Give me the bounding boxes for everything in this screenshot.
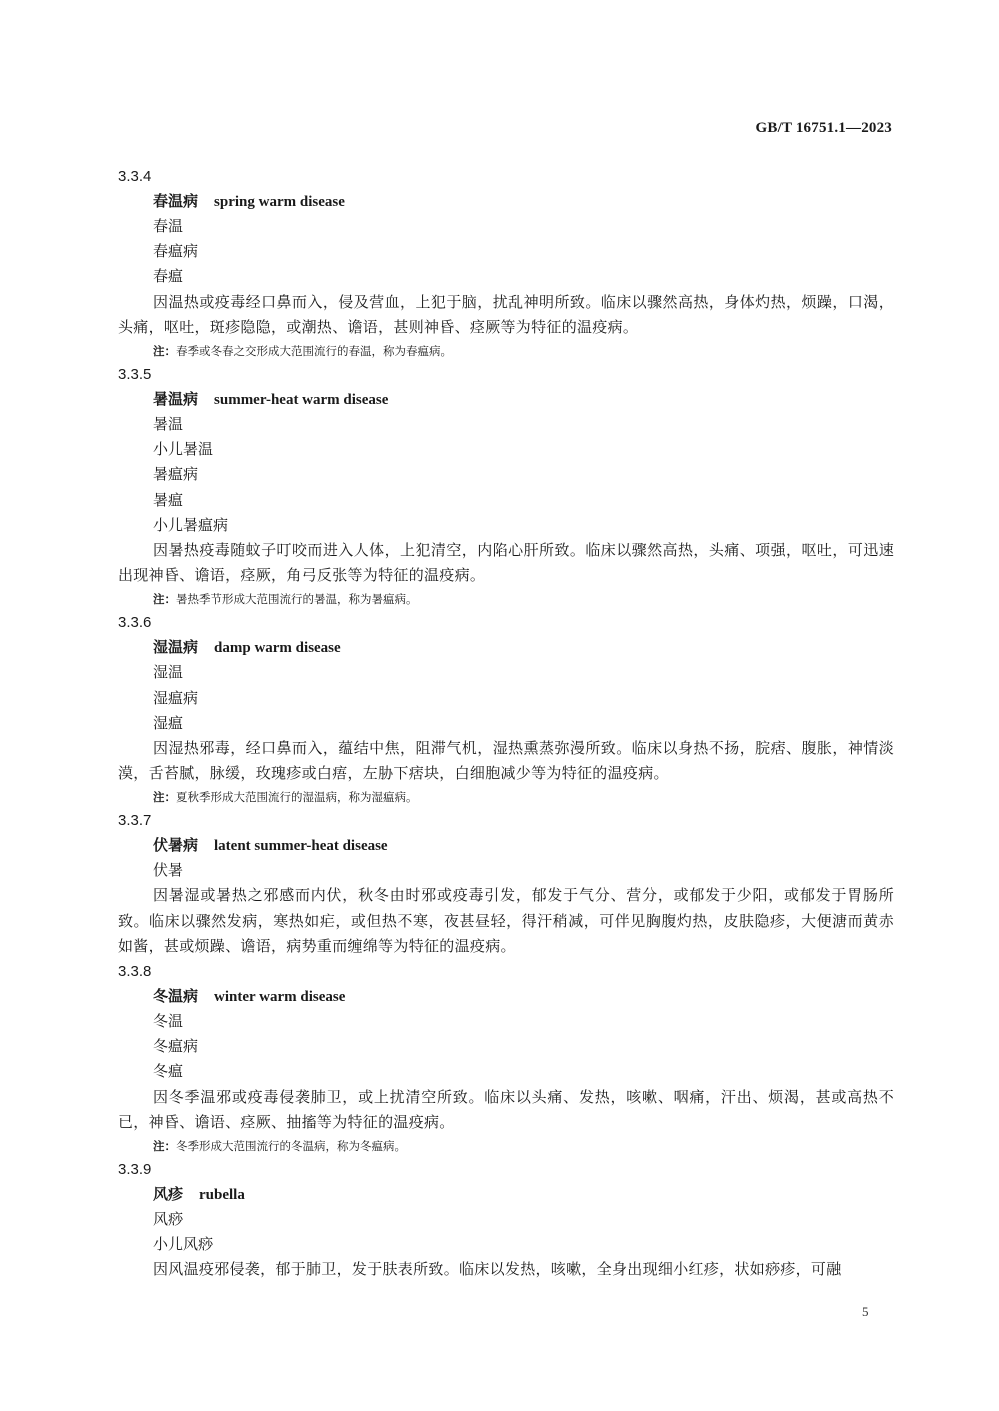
synonym: 湿瘟: [153, 713, 184, 732]
synonym: 冬瘟: [153, 1062, 184, 1081]
term-chinese: 春温病: [153, 192, 199, 210]
document-body: [118, 164, 894, 1283]
synonym: 春温: [153, 217, 184, 235]
term-english: rubella: [199, 1187, 245, 1204]
synonym: 小儿风痧: [153, 1235, 214, 1254]
note-text: 冬季形成大范围流行的冬温病，称为冬瘟病。: [176, 1139, 406, 1154]
synonym: 暑瘟病: [153, 465, 199, 484]
note-label: 注：: [153, 592, 176, 607]
term-english: damp warm disease: [214, 640, 341, 657]
synonym: 湿瘟病: [153, 688, 199, 707]
entry-3-3-7: [118, 808, 894, 959]
synonym: 小儿暑瘟病: [153, 515, 229, 534]
page-number: 5: [862, 1304, 869, 1319]
definition: 因湿热邪毒，经口鼻而入，蕴结中焦，阻滞气机，湿热熏蒸弥漫所致。临床以身热不扬，脘痞、腹胀，神情淡漠，舌苔腻，脉缓，玫瑰疹或白痦，左胁下痞块，白细胞减少等为特征的温疫病。: [118, 738, 894, 783]
definition: 因冬季温邪或疫毒侵袭肺卫，或上扰清空所致。临床以头痛、发热，咳嗽、咽痛，汗出、烦渴，甚或高热不已，神昏、谵语、痉厥、抽搐等为特征的温疫病。: [118, 1087, 894, 1131]
term-chinese: 湿温病: [153, 638, 199, 657]
note-text: 夏秋季形成大范围流行的湿温病，称为湿瘟病。: [176, 790, 418, 805]
synonym: 春瘟病: [153, 242, 199, 261]
synonym: 暑温: [153, 414, 184, 433]
entry-3-3-5: [118, 362, 894, 610]
entry-3-3-9: [118, 1157, 894, 1283]
term-english: summer-heat warm disease: [214, 391, 389, 408]
entry-number: 3.3.9: [118, 1161, 152, 1179]
synonym: 小儿暑温: [153, 440, 214, 459]
synonym: 风痧: [153, 1210, 184, 1229]
term-chinese: 暑温病: [153, 389, 199, 408]
entry-number: 3.3.8: [118, 963, 152, 981]
synonym: 暑瘟: [153, 490, 184, 509]
note: [118, 588, 894, 610]
entry-number: 3.3.4: [118, 168, 152, 185]
entry-number: 3.3.5: [118, 365, 152, 383]
note: [118, 340, 894, 362]
note-text: 春季或冬春之交形成大范围流行的春温，称为春瘟病。: [176, 343, 452, 358]
synonym: 湿温: [153, 663, 184, 682]
note-label: 注：: [153, 1139, 176, 1154]
term-chinese: 风疹: [153, 1185, 184, 1204]
entry-3-3-6: [118, 610, 894, 808]
term-chinese: 冬温病: [153, 987, 199, 1006]
term-english: winter warm disease: [214, 989, 346, 1006]
definition: 因暑湿或暑热之邪感而内伏，秋冬由时邪或疫毒引发，郁发于气分、营分，或郁发于少阳，或郁发于胃肠所致。临床以骤然发病，寒热如疟，或但热不寒，夜甚昼轻，得汗稍减，可伴见胸腹灼热，皮肤隐疹，大便溏而黄赤如酱，甚或烦躁、谵语，病势重而缠绵等为特征的温疫病。: [118, 886, 894, 955]
term-chinese: 伏暑病: [153, 836, 199, 855]
note: [118, 786, 894, 808]
definition: 因风温疫邪侵袭，郁于肺卫，发于肤表所致。临床以发热，咳嗽，全身出现细小红疹，状如痧疹，可融: [153, 1260, 842, 1279]
entry-term: [118, 984, 894, 1009]
definition: 因温热或疫毒经口鼻而入，侵及营血，上犯于脑，扰乱神明所致。临床以骤然高热，身体灼热，烦躁，口渴，头痛，呕吐，斑疹隐隐，或潮热、谵语，甚则神昏、痉厥等为特征的温疫病。: [118, 292, 894, 336]
entry-term: [118, 189, 894, 214]
synonym: 春瘟: [153, 267, 184, 286]
entry-term: [118, 1182, 894, 1207]
definition: 因暑热疫毒随蚊子叮咬而进入人体，上犯清空，内陷心肝所致。临床以骤然高热，头痛、项强，呕吐，可迅速出现神昏、谵语，痉厥，角弓反张等为特征的温疫病。: [118, 540, 894, 585]
entry-term: [118, 387, 894, 412]
note-label: 注：: [153, 790, 176, 805]
entry-number: 3.3.7: [118, 812, 152, 830]
note-text: 暑热季节形成大范围流行的暑温，称为暑瘟病。: [176, 592, 418, 607]
document-code: GB/T 16751.1—2023: [755, 120, 892, 136]
entry-number: 3.3.6: [118, 614, 152, 632]
term-english: latent summer-heat disease: [214, 838, 388, 855]
entry-term: [118, 833, 894, 858]
entry-3-3-8: [118, 959, 894, 1157]
entry-term: [118, 635, 894, 660]
term-english: spring warm disease: [214, 194, 345, 210]
synonym: 冬瘟病: [153, 1037, 199, 1056]
entry-3-3-4: [118, 164, 894, 362]
note-label: 注：: [153, 343, 176, 358]
synonym: 伏暑: [153, 861, 184, 880]
note: [118, 1135, 894, 1157]
synonym: 冬温: [153, 1012, 184, 1031]
